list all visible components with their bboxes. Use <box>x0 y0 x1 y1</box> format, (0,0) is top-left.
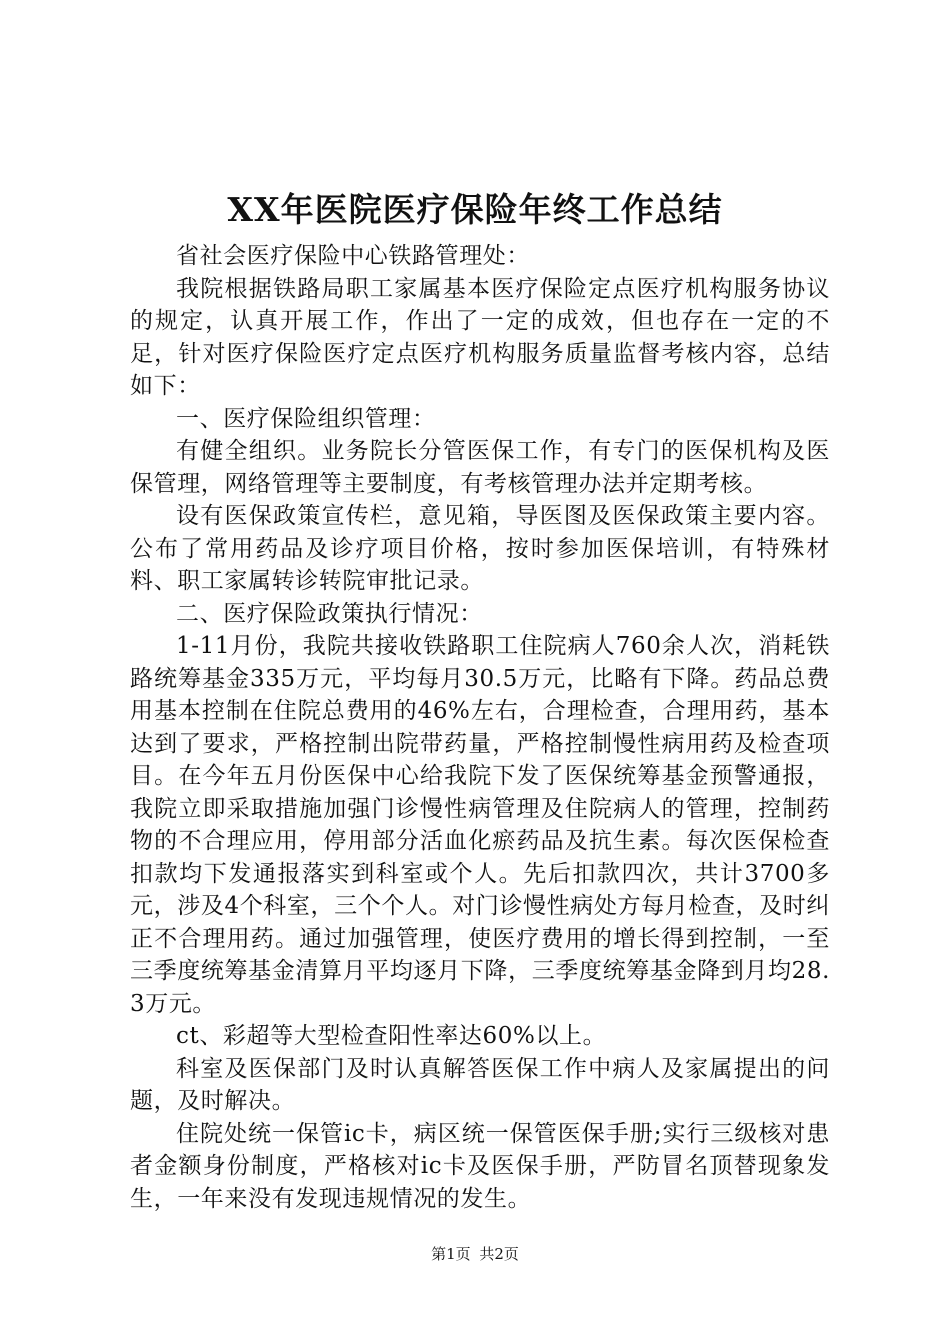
paragraph: 科室及医保部门及时认真解答医保工作中病人及家属提出的问题，及时解决。 <box>130 1055 830 1114</box>
document-title: XX年医院医疗保险年终工作总结 <box>227 190 723 229</box>
page-number: 第1页 <box>431 1245 471 1263</box>
section-heading: 一、医疗保险组织管理： <box>176 405 436 432</box>
page-footer <box>0 1244 950 1264</box>
paragraph: 省社会医疗保险中心铁路管理处： <box>176 243 530 269</box>
paragraph: 有健全组织。业务院长分管医保工作，有专门的医保机构及医保管理，网络管理等主要制度，有考核管理办法并定期考核。 <box>130 438 830 497</box>
paragraph: 设有医保政策宣传栏，意见箱，导医图及医保政策主要内容。公布了常用药品及诊疗项目价格，按时参加医保培训，有特殊材料、职工家属转诊转院审批记录。 <box>130 503 830 594</box>
paragraph: 我院根据铁路局职工家属基本医疗保险定点医疗机构服务协议的规定，认真开展工作，作出了一定的成效，但也存在一定的不足，针对医疗保险医疗定点医疗机构服务质量监督考核内容，总结如下： <box>130 275 830 399</box>
page-total: 共2页 <box>479 1245 519 1263</box>
paragraph: 1-11月份，我院共接收铁路职工住院病人760余人次，消耗铁路统筹基金335万元，平均每月30.5万元，比略有下降。药品总费用基本控制在住院总费用的46%左右，合理检查，合理用药，基本达到了要求，严格控制出院带药量，严格控制慢性病用药及检查项目。在今年五月份医保中心给我院下发了医保统筹基金预警通报，我院立即采取措施加强门诊慢性病管理及住院病人的管理，控制药物的不合理应用，停用部分活血化瘀药品及抗生素。每次医保检查扣款均下发通报落实到科室或个人。先后扣款四次，共计3700多元，涉及4个科室，三个个人。对门诊慢性病处方每月检查，及时纠正不合理用药。通过加强管理，使医疗费用的增长得到控制，一至三季度统筹基金清算月平均逐月下降，三季度统筹基金降到月均28.3万元。 <box>130 633 830 1017</box>
section-heading: 二、医疗保险政策执行情况： <box>176 600 483 627</box>
paragraph: ct、彩超等大型检查阳性率达60%以上。 <box>176 1023 607 1049</box>
paragraph: 住院处统一保管ic卡，病区统一保管医保手册;实行三级核对患者金额身份制度，严格核对ic卡及医保手册，严防冒名顶替现象发生，一年来没有发现违规情况的发生。 <box>130 1120 830 1212</box>
document-body <box>130 240 830 1215</box>
